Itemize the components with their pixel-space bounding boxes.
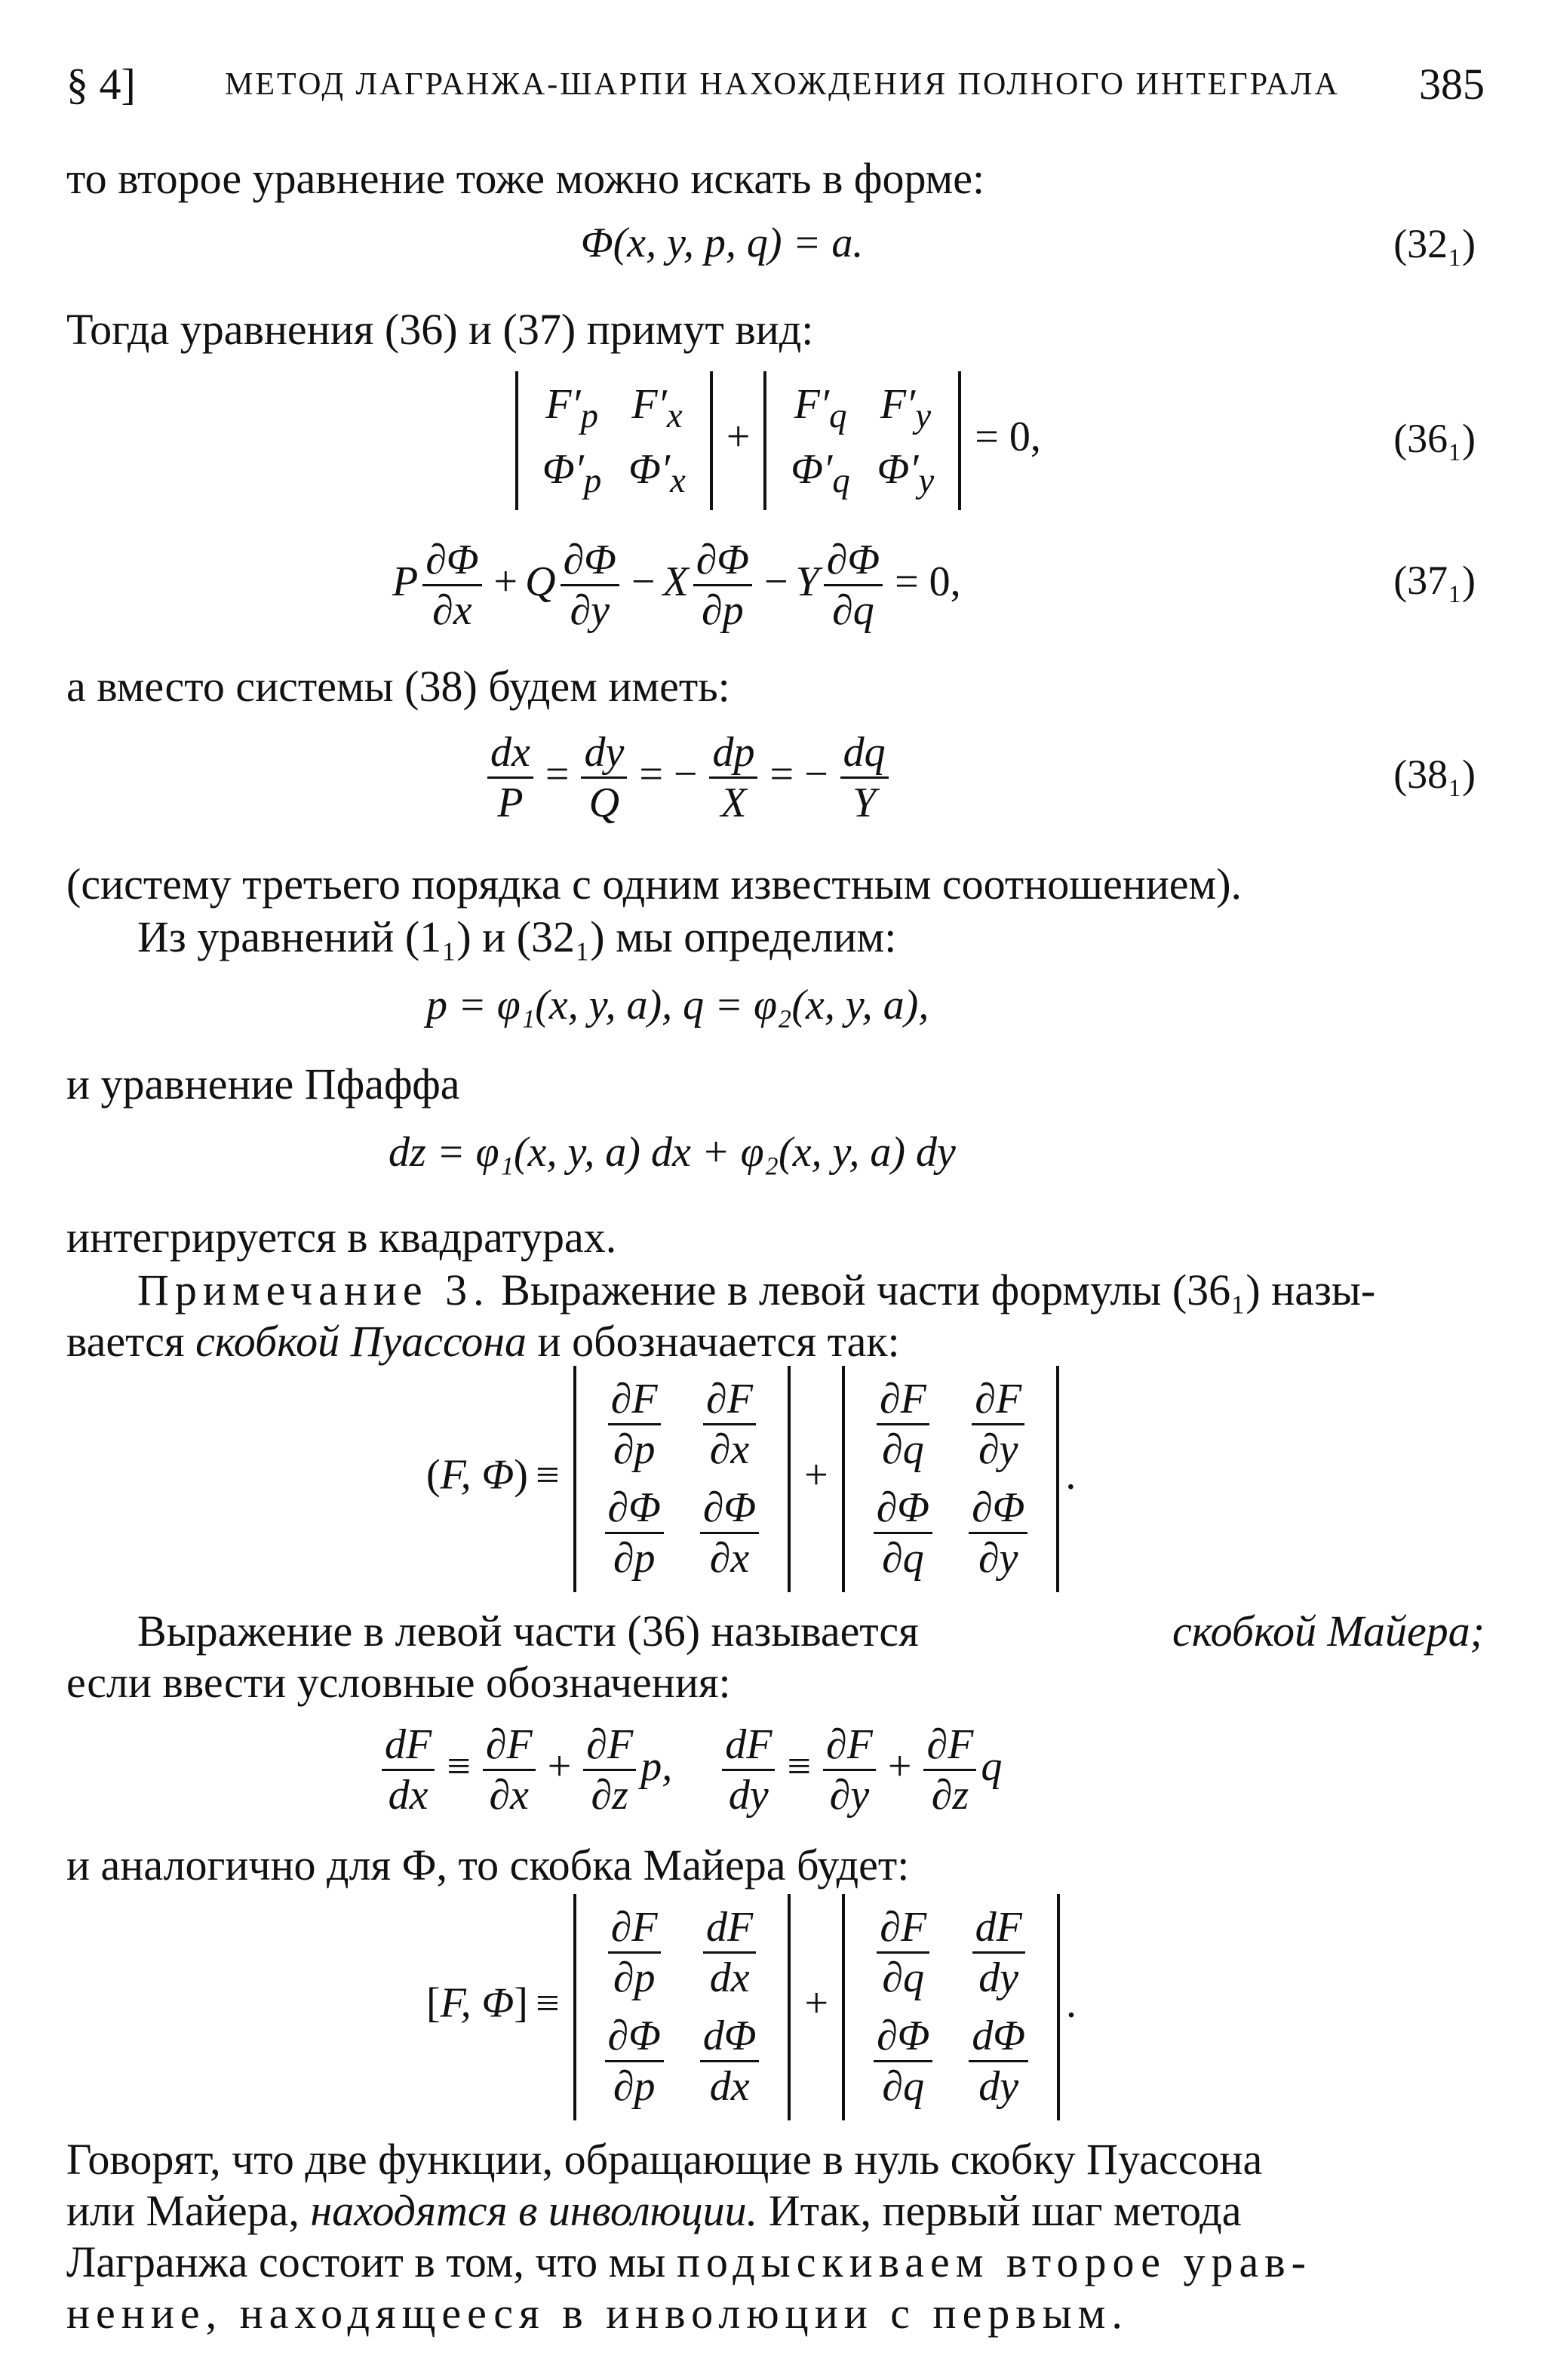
term-involution: находятся в инволюции. <box>310 2186 758 2235</box>
equation-number-36-1: (36₁) <box>1393 416 1476 461</box>
paragraph-12: и аналогично для Ф, то скобка Майера будет: <box>66 1840 910 1890</box>
paragraph-10: Выражение в левой части (36) называется скобкой Майера; <box>137 1607 1485 1656</box>
equation-poisson-bracket: (F, Φ) ≡ $\frac{\partial F}{\partial p}$ $\frac{\partial F}{\partial x}$ $\frac{\partial\Phi}{\partial p}$ $\frac{\partial\Phi}{\partial x}$ + $\frac{\partial F}{\partial q}$ $\frac{\partial F}{\partial y}$ $\frac{\partial\Phi}{\partial q}$ $\frac{\partial\Phi}{\partial y}$ . <box>426 1366 1076 1592</box>
equation-36-1: $F'_p$ $F'_x$ $\Phi'_p$ $\Phi'_x$ + $F'_q$ $F'_y$ $\Phi'_q$ $\Phi'_y$ = 0, <box>509 371 1049 510</box>
paragraph-14: или Майера, находятся в инволюции. Итак, первый шаг метода <box>66 2186 1242 2235</box>
paragraph-7: интегрируется в квадратурах. <box>66 1213 617 1262</box>
remark-label: Примечание 3. <box>137 1265 490 1315</box>
paragraph-5: Из уравнений (1₁) и (32₁) мы определим: <box>137 912 897 961</box>
equation-phi: p = φ₁(x, y, a), q = φ₂(x, y, a), <box>426 982 929 1029</box>
paragraph-11: если ввести условные обозначения: <box>66 1658 731 1707</box>
equation-number-38-1: (38₁) <box>1393 752 1476 797</box>
equation-mayer-bracket: [F, Φ] ≡ $\frac{\partial F}{\partial p}$ $\frac{dF}{dx}$ $\frac{\partial\Phi}{\partial p}$ $\frac{d\Phi}{dx}$ + $\frac{\partial F}{\partial q}$ $\frac{dF}{dy}$ $\frac{\partial\Phi}{\partial q}$ $\frac{d\Phi}{dy}$ . <box>426 1894 1077 2120</box>
paragraph-6: и уравнение Пфаффа <box>66 1059 460 1109</box>
paragraph-15: Лагранжа состоит в том, что мы подыскиваем второе урав- <box>66 2237 1312 2286</box>
paragraph-3: а вместо системы (38) будем иметь: <box>66 662 730 711</box>
equation-number-37-1: (37₁) <box>1393 558 1476 603</box>
equation-38-1: $\frac{dx}{P}$ = $\frac{dy}{Q}$ = − $\frac{dp}{X}$ = − $\frac{dq}{Y}$ <box>483 728 893 828</box>
equation-number-32-1: (32₁) <box>1393 221 1476 266</box>
paragraph-13: Говорят, что две функции, обращающие в нуль скобку Пуассона <box>66 2135 1263 2184</box>
equation-pfaff: dz = φ₁(x, y, a) dx + φ₂(x, y, a) dy <box>389 1129 956 1176</box>
paragraph-8: Примечание 3. Выражение в левой части формулы (36₁) назы- <box>137 1265 1376 1315</box>
paragraph-4: (систему третьего порядка с одним известным соотношением). <box>66 859 1242 909</box>
paragraph-9: вается скобкой Пуассона и обозначается так: <box>66 1317 900 1366</box>
page-number: 385 <box>1419 60 1485 109</box>
equation-total-derivatives: $\frac{dF}{dx}$ ≡ $\frac{\partial F}{\partial x}$ + $\frac{\partial F}{\partial z}$ p, $\frac{dF}{dy}$ ≡ $\frac{\partial F}{\partial y}$ + $\frac{\partial F}{\partial z}$ q <box>377 1720 1002 1820</box>
paragraph-2: Тогда уравнения (36) и (37) примут вид: <box>66 305 814 354</box>
running-title: МЕТОД ЛАГРАНЖА-ШАРПИ НАХОЖДЕНИЯ ПОЛНОГО ИНТЕГРАЛА <box>225 67 1340 102</box>
term-poisson-bracket: скобкой Пуассона <box>195 1317 527 1366</box>
page-header <box>66 59 1485 119</box>
paragraph-16: нение, находящееся в инволюции с первым. <box>66 2289 1129 2338</box>
section-number: § 4] <box>66 60 136 109</box>
equation-37-1: P $\frac{\partial\Phi}{\partial x}$ + Q $\frac{\partial\Phi}{\partial y}$ − X $\frac{\partial\Phi}{\partial p}$ − Y $\frac{\partial\Phi}{\partial q}$ = 0, <box>392 537 961 635</box>
term-mayer-bracket: скобкой Майера; <box>1172 1607 1485 1656</box>
equation-32-1: Φ(x, y, p, q) = a. <box>581 220 864 266</box>
paragraph-1: то второе уравнение тоже можно искать в форме: <box>66 154 985 203</box>
